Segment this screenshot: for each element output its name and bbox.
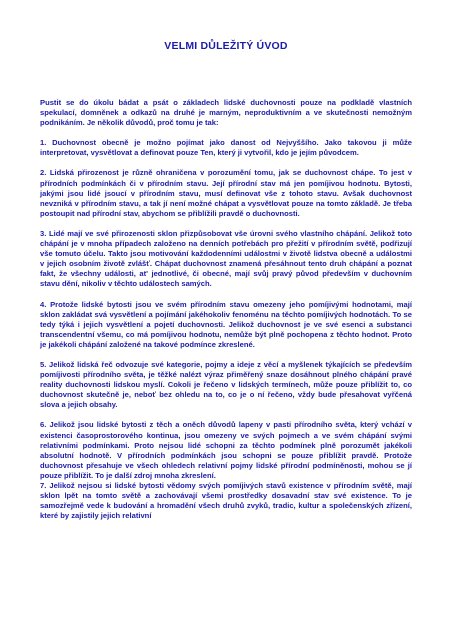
paragraph-4: 4. Protože lidské bytosti jsou ve svém přírodním stavu omezeny jeho pomíjivými hodnotami, mají sklon zakládat svá vysvětlení a pojímání jakéhokoliv fenoménu na těchto pomíjivých hodnotách. To se tedy týká i jejich vysvětlení a pojetí duchovnosti. Jelikož duchovnost je ve své esenci a substanci transcendentní všemu, co má pomíjivou hodnotu, nemůže být plně pochopena z těchto hodnot. Proto je jakékoli chápání založené na takové podmínce zkreslené. (40, 299, 412, 349)
paragraph-2: 2. Lidská přirozenost je různě ohraničena v porozumění tomu, jak se duchovnost chápe. To jest v přírodních podmínkách či v přírodním stavu. Její přírodní stav má jen pomíjivou hodnotu. Bytosti, jakými jsou lidé jsoucí v přírodním stavu, musí definovat vše z tohoto stavu. Avšak duchovnost nevzniká v přírodním stavu, a tak jí není možné chápat a vysvětlovat pouze na tomto základě. Je třeba postoupit nad přírodní stav, abychom se přiblížili pravdě o duchovnosti. (40, 168, 412, 218)
paragraph-5: 5. Jelikož lidská řeč odvozuje své kategorie, pojmy a ideje z věcí a myšlenek týkajících se především pomíjivosti přírodního světa, je těžké nalézt výraz přiměřený snaze dosáhnout plného chápání pravé reality duchovnosti lidskou myslí. Cokoli je řečeno v lidských termínech, může pouze přiblížit to, co duchovnost skutečně je, neboť bez ohledu na to, co je o ní řečeno, vždy bude přesahovat vyřčená slova a jejich obsahy. (40, 359, 412, 410)
paragraph-1: 1. Duchovnost obecně je možno pojímat jako danost od Nejvyššího. Jako takovou ji může interpretovat, vysvětlovat a definovat pouze Ten, který ji vytvořil, kdo je jejím původcem. (40, 138, 412, 158)
paragraph-3: 3. Lidé mají ve své přirozenosti sklon přizpůsobovat vše úrovni svého vlastního chápání. Jelikož toto chápání je v mnoha případech založeno na denních potřebách pro přežití v přírodním světě, podřizují vše tomuto účelu. Takto jsou motivování každodenními událostmi v životě lidstva obecně a událostmi v jejich osobním životě zvlášť. Chápat duchovnost znamená přesáhnout tento druh chápání a poznat fakt, že všechny události, at' jednotlivé, či obecné, mají svůj pravý původ především v duchovním stavu dění, nikoliv v těchto událostech samých. (40, 228, 412, 289)
paragraph-7: 7. Jelikož nejsou si lidské bytosti vědomy svých pomíjivých stavů existence v přírodním světě, mají sklon lpět na tomto světě a zachovávají všemi prostředky dosavadní stav své existence. To je samozřejmě vede k budování a hromadění všech druhů zvyků, tradic, kultur a společenských zřízení, které by zajistily jejich relativní (40, 481, 412, 521)
paragraph-6: 6. Jelikož jsou lidské bytosti z těch a oněch důvodů lapeny v pasti přírodního světa, který vchází v existenci časoprostorového kontinua, jsou omezeny ve svých pojmech a ve svém chápání svými relativními podmínkami. Proto nejsou lidé schopni za těchto podmínek plně porozumět jakékoli absolutní hodnotě. V přírodních podmínkách jsou schopni se pouze přiblížit pravdě. Protože duchovnost přesahuje ve všech ohledech relativní pojmy lidské přírodní podmíněnosti, mohou se jí pouze přiblížit. To je další zdroj mnoha zkreslení. (40, 420, 412, 480)
intro-paragraph: Pustit se do úkolu bádat a psát o základech lidské duchovnosti pouze na podkladě vlastních spekulací, domněnek a odkazů na druhé je marným, neproduktivním a ve skutečnosti nemožným podnikáním. Je několik důvodů, proč tomu je tak: (40, 98, 412, 128)
page-title: VELMI DŮLEŽITÝ ÚVOD (164, 40, 288, 52)
